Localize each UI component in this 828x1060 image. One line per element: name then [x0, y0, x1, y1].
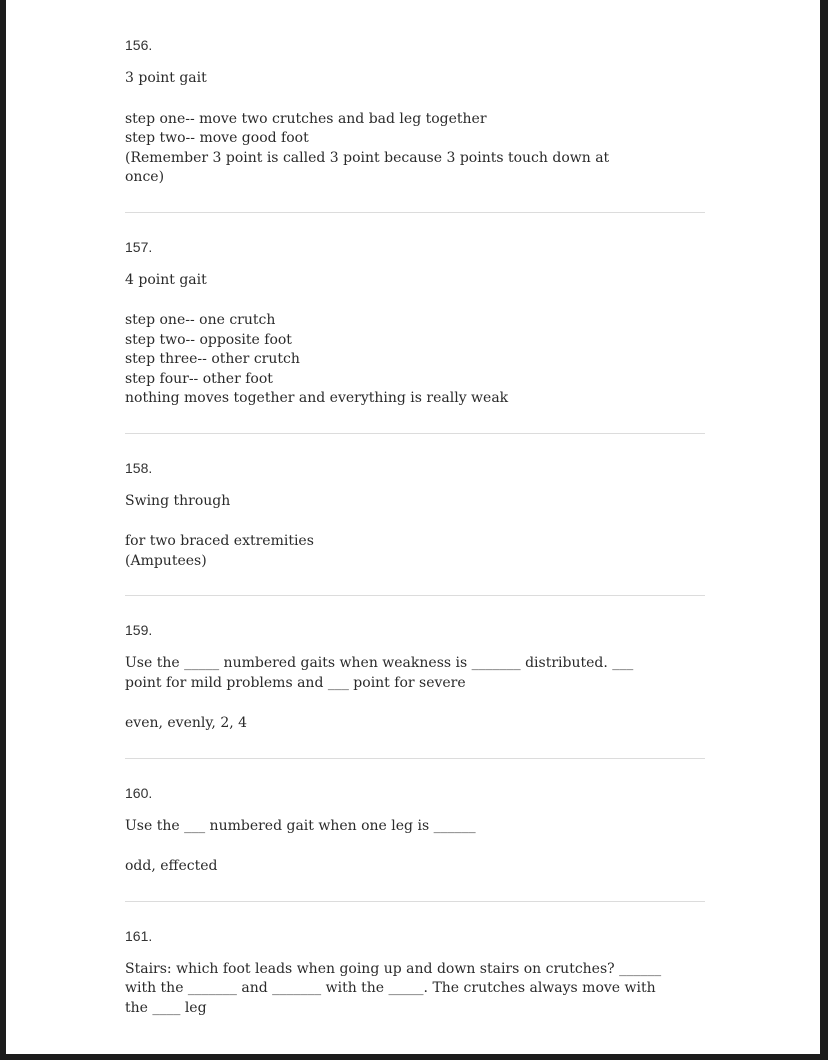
card-definition: step one-- one crutch step two-- opposite foot step three-- other crutch step four-- other foot nothing moves together and everything is really weak [125, 312, 509, 406]
flashcard [125, 620, 705, 759]
card-term: Use the _____ numbered gaits when weakness is _______ distributed. ___ point for mild problems and ___ point for severe [125, 655, 634, 691]
card-number: 161. [125, 927, 153, 944]
card-definition: odd, effected [125, 858, 218, 874]
flashcard [125, 35, 705, 213]
flashcard [125, 926, 705, 1055]
card-term: 4 point gait [125, 271, 207, 288]
card-definition: for two braced extremities (Amputees) [125, 533, 314, 569]
card-number: 157. [125, 238, 153, 255]
card-number: 159. [125, 622, 153, 638]
flashcard [125, 783, 705, 902]
card-number: 158. [125, 459, 153, 476]
card-term: Stairs: which foot leads when going up and down stairs on crutches? ______ with the _______ and _______ with the _____. The crutches always move with the ____ leg [125, 960, 662, 1016]
document-page [6, 0, 820, 1054]
card-number: 160. [125, 784, 153, 801]
card-definition: even, evenly, 2, 4 [125, 715, 248, 731]
flashcard [125, 458, 705, 597]
card-number: 156. [125, 37, 153, 53]
flashcard-list [125, 35, 705, 1054]
card-definition: step one-- move two crutches and bad leg together step two-- move good foot (Remember 3 point is called 3 point because 3 points touch down at once) [125, 110, 610, 185]
card-term: 3 point gait [125, 70, 207, 86]
flashcard [125, 237, 705, 434]
card-term: Swing through [125, 492, 231, 509]
card-term: Use the ___ numbered gait when one leg is ______ [125, 817, 476, 834]
